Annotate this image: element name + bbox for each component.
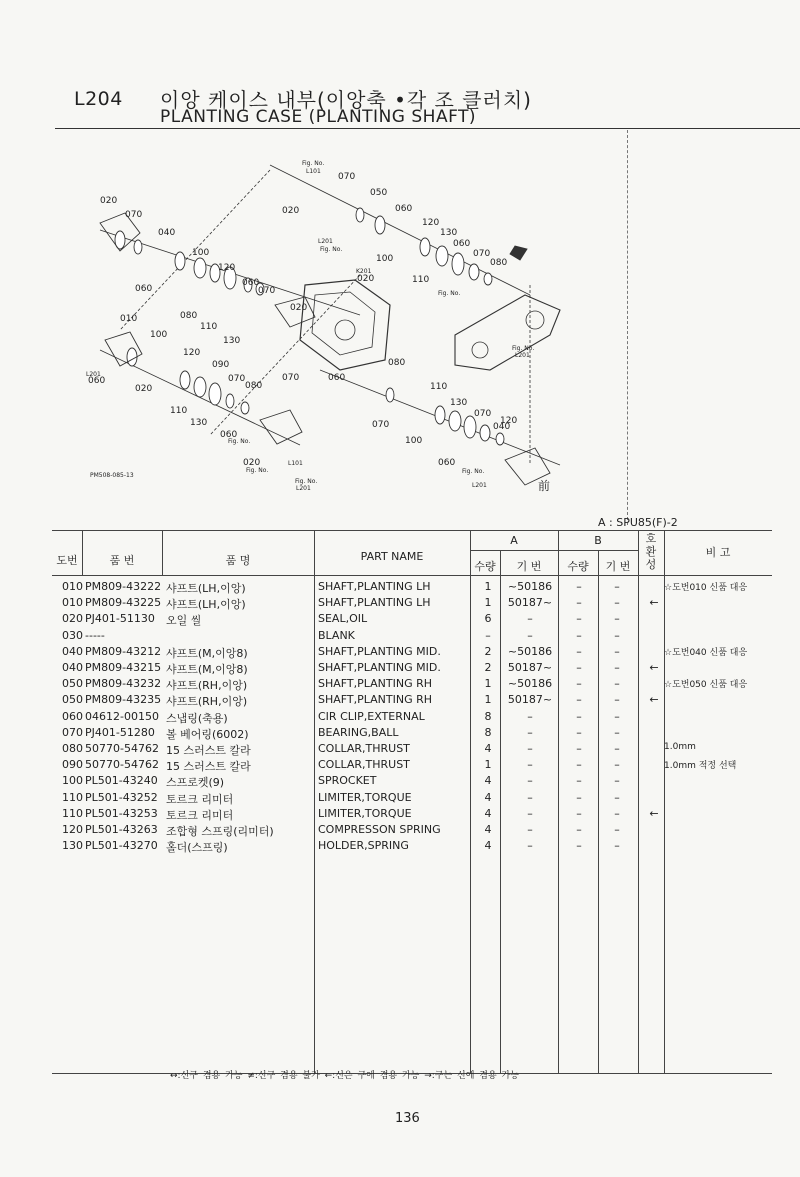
callout-label: Fig. No. <box>246 467 269 474</box>
serial-b: – <box>614 709 620 723</box>
part-number: PM809-43235 <box>85 693 162 707</box>
table-row <box>52 710 772 726</box>
callout-label: 130 <box>223 336 241 346</box>
callout-label: Fig. No. <box>302 160 325 167</box>
part-name-en: SHAFT,PLANTING RH <box>318 677 433 691</box>
qty-a: 1 <box>484 693 492 707</box>
serial-b: – <box>614 758 620 772</box>
callout-label: 020 <box>290 303 308 313</box>
col-header-part-no: 품 번 <box>109 554 135 567</box>
table-row <box>52 612 772 628</box>
callout-label: L201 <box>318 238 333 245</box>
part-name-ko: 15 스러스트 칼라 <box>166 760 251 774</box>
callout-label: L101 <box>306 168 321 175</box>
table-row <box>52 677 772 693</box>
col-header-name-en: PART NAME <box>360 550 424 563</box>
qty-b: – <box>576 742 582 755</box>
table-row <box>52 823 772 839</box>
ref-number: 120 <box>62 823 83 836</box>
part-name-en: SEAL,OIL <box>318 612 368 626</box>
callout-label: 080 <box>180 311 198 321</box>
callout-label: 020 <box>357 274 375 284</box>
serial-b: – <box>614 774 620 788</box>
interchange-mark: ← <box>649 661 659 674</box>
callout-label: Fig. No. <box>320 246 343 253</box>
col-header-group-a: A <box>510 534 518 547</box>
part-name-en: LIMITER,TORQUE <box>318 806 412 820</box>
qty-b: – <box>576 806 582 820</box>
col-header-name-ko: 품 명 <box>225 554 251 567</box>
part-name-en: SHAFT,PLANTING LH <box>318 580 431 593</box>
callout-label: 070 <box>372 420 390 430</box>
table-row <box>52 742 772 758</box>
table-row <box>52 596 772 612</box>
part-number: PM809-43225 <box>85 596 162 610</box>
ref-number: 010 <box>62 580 83 593</box>
page-title-korean: 이앙 케이스 내부(이앙축 •각 조 클러치) <box>160 88 532 112</box>
part-name-ko: 샤프트(RH,이앙) <box>166 679 248 693</box>
part-number: PL501-43240 <box>85 774 158 788</box>
serial-b: – <box>614 725 620 739</box>
table-row <box>52 726 772 742</box>
qty-b: – <box>576 758 582 772</box>
ref-number: 020 <box>62 612 83 626</box>
callout-label: 120 <box>422 218 440 228</box>
callout-label: 040 <box>158 228 176 238</box>
serial-a: – <box>527 742 533 755</box>
col-header-qty-a: 수량 <box>474 560 496 573</box>
qty-a: 1 <box>484 677 492 691</box>
qty-a: 1 <box>484 758 492 772</box>
serial-b: – <box>614 806 620 820</box>
part-name-en: SHAFT,PLANTING RH <box>318 693 433 707</box>
callout-label: Fig. No. <box>438 290 461 297</box>
qty-b: – <box>576 612 582 626</box>
diagram-frame-line <box>627 130 628 525</box>
qty-b: – <box>576 677 582 691</box>
callout-label: 130 <box>450 398 468 408</box>
part-number: 04612-00150 <box>85 709 159 723</box>
qty-b: – <box>576 839 582 853</box>
part-number: PM809-43222 <box>85 580 162 593</box>
qty-a: 6 <box>484 612 492 626</box>
serial-a: – <box>527 823 533 836</box>
exploded-parts-diagram <box>60 135 640 520</box>
serial-b: – <box>614 628 620 642</box>
ref-number: 110 <box>62 806 83 820</box>
callout-label: Fig. No. <box>462 468 485 475</box>
serial-b: – <box>614 790 620 804</box>
part-number: PM809-43212 <box>85 644 162 658</box>
qty-a: 4 <box>484 790 492 804</box>
serial-b: – <box>614 693 620 707</box>
serial-b: – <box>614 677 620 691</box>
part-name-en: CIR CLIP,EXTERNAL <box>318 709 425 723</box>
callout-label: 060 <box>328 373 346 383</box>
callout-label: 020 <box>243 458 261 468</box>
ref-number: 080 <box>62 742 83 755</box>
serial-b: – <box>614 644 620 658</box>
callout-label: 100 <box>192 248 210 258</box>
callout-label: 110 <box>412 275 430 285</box>
callout-label: 100 <box>405 436 423 446</box>
table-row <box>52 807 772 823</box>
model-note: A : SPU85(F)-2 <box>598 516 678 529</box>
callout-label: 070 <box>338 172 356 182</box>
part-number: 50770-54762 <box>85 758 159 772</box>
qty-a: 2 <box>484 644 492 658</box>
callout-label: 120 <box>183 348 201 358</box>
qty-a: 4 <box>484 742 492 755</box>
callout-label: 010 <box>120 314 138 324</box>
callout-label: 130 <box>440 228 458 238</box>
col-header-remarks: 비 고 <box>705 546 731 559</box>
qty-a: 1 <box>484 580 492 593</box>
callout-label: 070 <box>258 286 276 296</box>
serial-a: 50187~ <box>507 596 553 610</box>
callout-label: 100 <box>150 330 168 340</box>
qty-a: 4 <box>484 806 492 820</box>
part-number: 50770-54762 <box>85 742 159 755</box>
serial-a: 50187~ <box>507 661 553 674</box>
qty-a: 4 <box>484 823 492 836</box>
remark: ☆도번040 신품 대응 <box>664 647 748 658</box>
drawing-code: PM508-085-13 <box>90 472 134 479</box>
part-name-en: SHAFT,PLANTING LH <box>318 596 431 610</box>
part-name-ko: 스냅링(축용) <box>166 711 228 725</box>
qty-b: – <box>576 725 582 739</box>
part-name-ko: 토르크 리미터 <box>166 808 234 822</box>
part-name-en: LIMITER,TORQUE <box>318 790 412 804</box>
callout-label: 020 <box>282 206 300 216</box>
section-code: L204 <box>74 88 123 110</box>
callout-label: L201 <box>472 482 487 489</box>
part-number: PL501-43263 <box>85 823 158 836</box>
part-name-ko: 샤프트(LH,이앙) <box>166 598 246 612</box>
callout-label: 120 <box>500 416 518 426</box>
ref-number: 090 <box>62 758 83 772</box>
remark: 1.0mm <box>664 742 696 752</box>
part-name-en: HOLDER,SPRING <box>318 839 409 853</box>
table-row <box>52 580 772 596</box>
table-row <box>52 791 772 807</box>
ref-number: 040 <box>62 644 83 658</box>
callout-label: 110 <box>200 322 218 332</box>
callout-label: 110 <box>170 406 188 416</box>
callout-label: 前 <box>538 479 551 493</box>
callout-label: 060 <box>135 284 153 294</box>
part-name-en: COLLAR,THRUST <box>318 758 410 772</box>
callout-label: 080 <box>388 358 406 368</box>
part-name-ko: 홀더(스프링) <box>166 841 228 855</box>
title-divider <box>55 128 800 129</box>
qty-b: – <box>576 644 582 658</box>
callout-label: 050 <box>370 188 388 198</box>
table-row <box>52 839 772 855</box>
part-name-ko: 스프로켓(9) <box>166 776 225 790</box>
callout-label: L201 <box>86 371 101 378</box>
part-number: PL501-43253 <box>85 806 158 820</box>
callout-label: 040 <box>493 422 511 432</box>
callout-label: L101 <box>288 460 303 467</box>
part-name-ko: 볼 베어링(6002) <box>166 727 249 741</box>
part-name-ko: 토르크 리미터 <box>166 792 234 806</box>
qty-b: – <box>576 709 582 723</box>
col-header-group-b: B <box>594 534 602 547</box>
ref-number: 060 <box>62 709 83 723</box>
parts-table <box>52 530 772 1075</box>
part-name-en: BEARING,BALL <box>318 725 399 739</box>
callout-label: 060 <box>395 204 413 214</box>
callout-label: 110 <box>430 382 448 392</box>
qty-a: 8 <box>484 725 492 739</box>
qty-b: – <box>576 823 582 836</box>
remark: ☆도번050 신품 대응 <box>664 680 748 691</box>
part-number: PM809-43232 <box>85 677 162 691</box>
remark: 1.0mm 적정 선택 <box>664 761 737 772</box>
table-row <box>52 629 772 645</box>
qty-b: – <box>576 580 582 593</box>
callout-label: 070 <box>125 210 143 220</box>
table-row <box>52 661 772 677</box>
serial-b: – <box>614 596 620 610</box>
callout-label: 120 <box>218 263 236 273</box>
part-name-ko: 조합형 스프링(리미터) <box>166 825 274 838</box>
callout-label: Fig. No. <box>512 345 535 352</box>
serial-b: – <box>614 612 620 626</box>
callout-label: 090 <box>212 360 230 370</box>
callout-label: 100 <box>376 254 394 264</box>
callout-label: 080 <box>490 258 508 268</box>
col-header-no: 도번 <box>56 554 78 567</box>
serial-a: – <box>527 806 533 820</box>
part-number: ----- <box>85 628 105 642</box>
callout-label: 060 <box>88 376 106 386</box>
table-row <box>52 774 772 790</box>
qty-b: – <box>576 596 582 610</box>
table-row <box>52 645 772 661</box>
part-name-en: BLANK <box>318 628 355 642</box>
part-name-en: COMPRESSON SPRING <box>318 823 441 836</box>
interchange-mark: ← <box>649 596 659 610</box>
callout-label: Fig. No. <box>295 478 318 485</box>
col-header-interchange: 호 환 성 <box>645 532 657 571</box>
qty-a: 4 <box>484 774 492 788</box>
serial-a: 50187~ <box>507 693 553 707</box>
qty-b: – <box>576 628 582 642</box>
qty-b: – <box>576 790 582 804</box>
serial-b: – <box>614 580 620 593</box>
serial-a: ~50186 <box>507 677 553 691</box>
callout-label: L201 <box>515 352 530 359</box>
serial-a: – <box>527 758 533 772</box>
ref-number: 010 <box>62 596 83 610</box>
callout-label: 020 <box>100 196 118 206</box>
serial-a: ~50186 <box>507 580 553 593</box>
ref-number: 050 <box>62 677 83 691</box>
qty-a: – <box>485 628 491 642</box>
ref-number: 070 <box>62 725 83 739</box>
col-header-qty-b: 수량 <box>567 560 589 573</box>
part-name-en: SPROCKET <box>318 774 377 788</box>
serial-b: – <box>614 823 620 836</box>
ref-number: 100 <box>62 774 83 788</box>
callout-label: 060 <box>453 239 471 249</box>
serial-a: ~50186 <box>507 644 553 658</box>
serial-a: – <box>527 839 533 853</box>
callout-label: 080 <box>245 381 263 391</box>
qty-a: 2 <box>484 661 492 674</box>
callout-label: 070 <box>473 249 491 259</box>
serial-b: – <box>614 661 620 674</box>
group-subheader-rule <box>470 550 638 551</box>
callout-label: 060 <box>220 430 238 440</box>
callout-label: 070 <box>228 374 246 384</box>
remark: ☆도번010 신품 대응 <box>664 583 748 593</box>
callout-label: 070 <box>282 373 300 383</box>
serial-a: – <box>527 709 533 723</box>
qty-b: – <box>576 661 582 674</box>
qty-a: 4 <box>484 839 492 853</box>
interchange-legend: ↔:신구 겸용 가능 ≠:신구 겸용 불가 ←:신은 구에 겸용 가능 →:구는 신에 겸용 가능 <box>170 1071 519 1081</box>
callout-label: 060 <box>438 458 456 468</box>
part-name-en: SHAFT,PLANTING MID. <box>318 644 441 658</box>
col-header-serial-b: 기 번 <box>605 560 631 573</box>
ref-number: 030 <box>62 628 83 642</box>
ref-number: 040 <box>62 661 83 674</box>
part-number: PM809-43215 <box>85 661 162 674</box>
part-name-ko: 샤프트(M,이앙8) <box>166 646 248 660</box>
callout-label: K201 <box>356 268 372 275</box>
callout-label: 060 <box>242 278 260 288</box>
callout-label: 020 <box>135 384 153 394</box>
page-title-english: PLANTING CASE (PLANTING SHAFT) <box>160 107 477 127</box>
qty-b: – <box>576 693 582 707</box>
callout-label: Fig. No. <box>228 438 251 445</box>
callout-label: L201 <box>296 485 311 492</box>
ref-number: 110 <box>62 790 83 804</box>
interchange-mark: ← <box>649 693 659 707</box>
serial-a: – <box>527 612 533 626</box>
serial-b: – <box>614 839 620 853</box>
part-name-en: COLLAR,THRUST <box>318 742 410 755</box>
part-name-ko: 샤프트(RH,이앙) <box>166 695 248 709</box>
qty-a: 8 <box>484 709 492 723</box>
part-number: PL501-43252 <box>85 790 158 804</box>
serial-a: – <box>527 774 533 788</box>
part-number: PJ401-51280 <box>85 725 155 739</box>
col-header-serial-a: 기 번 <box>516 560 542 573</box>
part-name-ko: 샤프트(LH,이앙) <box>166 582 246 595</box>
part-name-ko: 오일 씰 <box>166 614 202 628</box>
serial-a: – <box>527 790 533 804</box>
part-number: PJ401-51130 <box>85 612 155 626</box>
callout-label: 130 <box>190 418 208 428</box>
serial-a: – <box>527 725 533 739</box>
ref-number: 130 <box>62 839 83 853</box>
diagram-callouts <box>86 160 550 493</box>
serial-a: – <box>527 628 533 642</box>
callout-label: 070 <box>474 409 492 419</box>
serial-b: – <box>614 742 620 755</box>
table-row <box>52 758 772 774</box>
qty-a: 1 <box>484 596 492 610</box>
part-name-ko: 샤프트(M,이앙8) <box>166 663 248 676</box>
table-row <box>52 693 772 709</box>
ref-number: 050 <box>62 693 83 707</box>
interchange-mark: ← <box>649 806 659 820</box>
part-number: PL501-43270 <box>85 839 158 853</box>
page-number: 136 <box>395 1111 420 1126</box>
qty-b: – <box>576 774 582 788</box>
part-name-ko: 15 스러스트 칼라 <box>166 744 251 757</box>
part-name-en: SHAFT,PLANTING MID. <box>318 661 441 674</box>
